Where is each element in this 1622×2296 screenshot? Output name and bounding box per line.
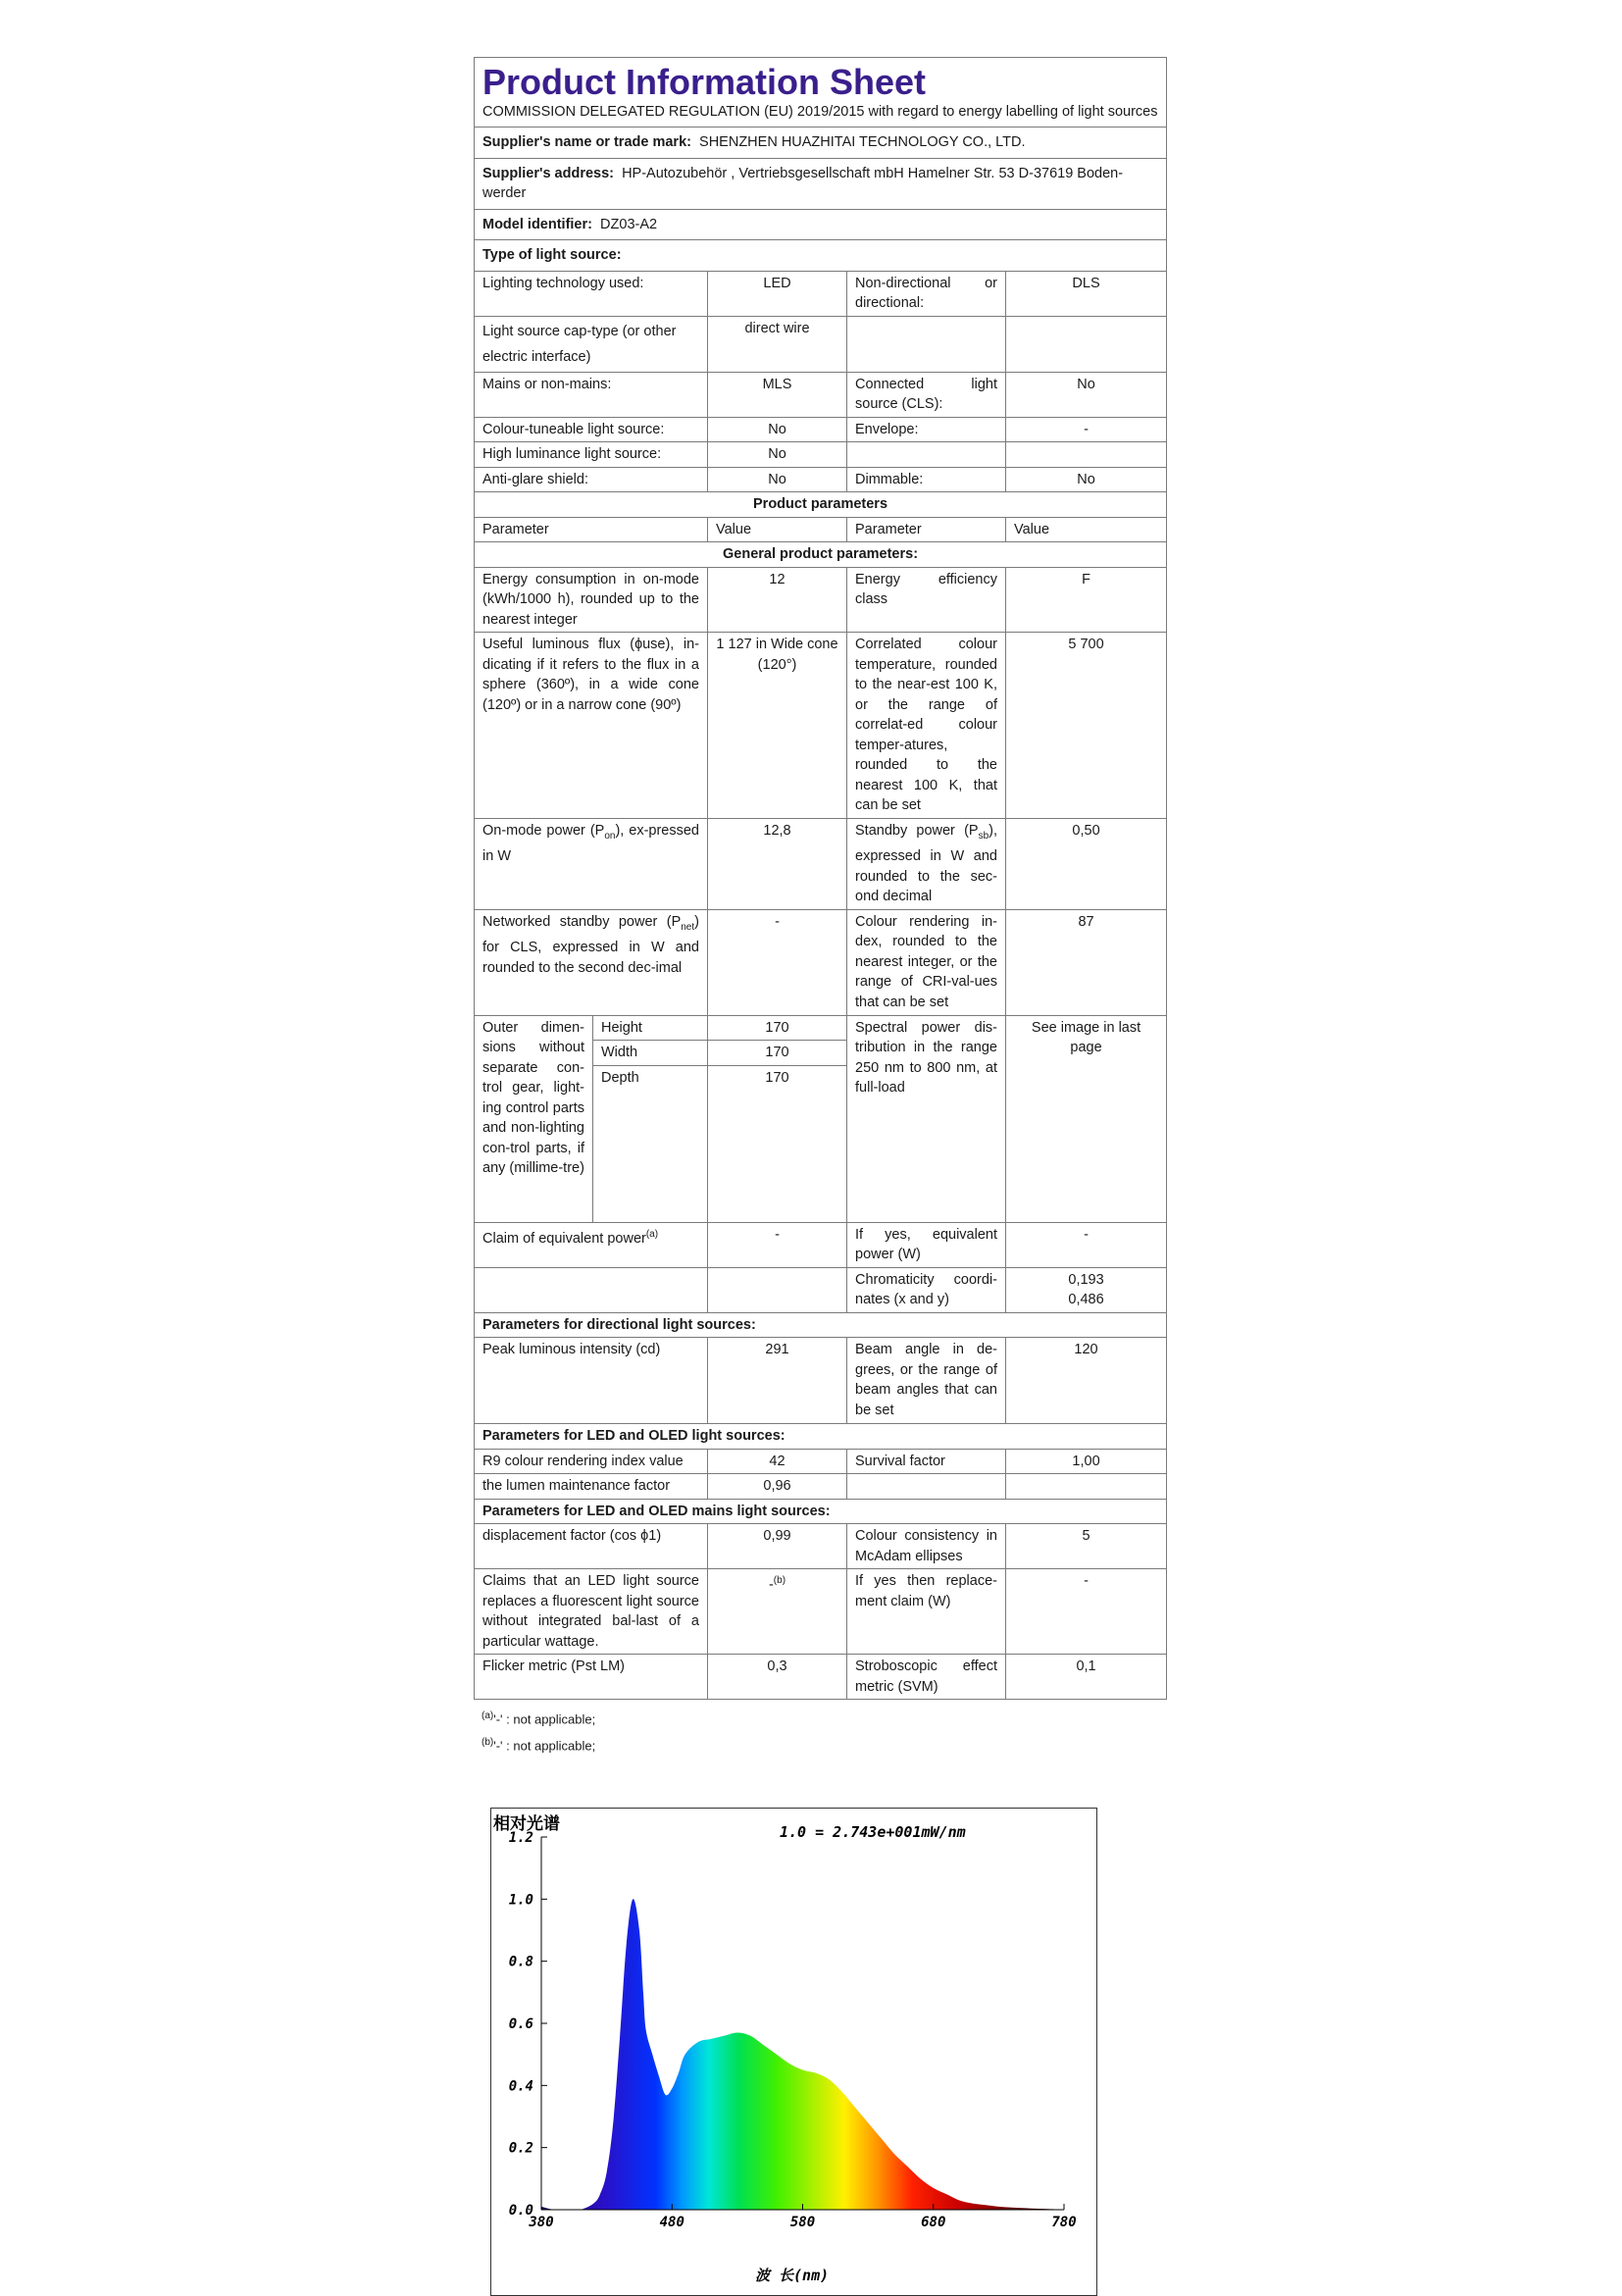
text: -: [768, 1577, 774, 1594]
param-cell: Envelope:: [847, 417, 1006, 442]
section-led-oled: Parameters for LED and OLED light sources:: [475, 1424, 1167, 1450]
value-cell: -: [1006, 1222, 1167, 1267]
x-tick-label: 680: [921, 2215, 946, 2230]
section-product-parameters: Product parameters: [475, 492, 1167, 518]
param-cell: Energy efficiency class: [847, 567, 1006, 633]
value-cell: 0,96: [708, 1474, 847, 1500]
value-cell: 1,00: [1006, 1449, 1167, 1474]
header-cell: [475, 58, 1167, 128]
value-cell: [708, 1267, 847, 1312]
param-cell: [475, 1222, 708, 1267]
text: ), expressed in W and rounded to the sec-ond decimal: [855, 823, 997, 905]
section-general-parameters: General product parameters:: [475, 542, 1167, 568]
param-cell: Light source cap-type (or other electric interface): [475, 316, 708, 372]
param-cell: Survival factor: [847, 1449, 1006, 1474]
model-label: Model identifier:: [482, 216, 592, 232]
column-header: Parameter: [847, 517, 1006, 542]
value-cell: [1006, 1474, 1167, 1500]
x-tick-label: 480: [659, 2215, 684, 2230]
table-row: [475, 567, 1167, 633]
supplier-name-label: Supplier's name or trade mark:: [482, 134, 691, 150]
section-led-oled-mains: Parameters for LED and OLED mains light sources:: [475, 1499, 1167, 1524]
value-cell: No: [708, 467, 847, 492]
param-cell: [847, 442, 1006, 468]
superscript: (a): [645, 1228, 659, 1240]
value-cell: [1006, 442, 1167, 468]
table-row: [475, 1569, 1167, 1655]
param-cell: displacement factor (cos ϕ1): [475, 1524, 708, 1569]
table-row: [475, 1267, 1167, 1312]
depth-value: 170: [765, 1069, 789, 1086]
value-cell: DLS: [1006, 271, 1167, 316]
regulation-subtitle: COMMISSION DELEGATED REGULATION (EU) 2019/2015 with regard to energy labelling of light sources: [482, 104, 1158, 120]
table-row: [475, 1222, 1167, 1267]
param-cell: Colour-tuneable light source:: [475, 417, 708, 442]
value-cell: [1006, 1267, 1167, 1312]
value-cell: -: [1006, 417, 1167, 442]
subscript: net: [681, 921, 695, 933]
superscript: (a): [482, 1710, 494, 1721]
value-cell: direct wire: [708, 316, 847, 372]
y-tick-label: 0.4: [508, 2078, 533, 2095]
param-cell: Anti-glare shield:: [475, 467, 708, 492]
param-cell: Spectral power dis-tribution in the range 250 nm to 800 nm, at full-load: [847, 1015, 1006, 1222]
y-tick-label: 1.0: [508, 1892, 533, 1909]
param-cell: [847, 316, 1006, 372]
param-cell: Peak luminous intensity (cd): [475, 1338, 708, 1424]
param-cell: Flicker metric (Pst LM): [475, 1655, 708, 1700]
value-cell: 0,99: [708, 1524, 847, 1569]
type-label: Type of light source:: [475, 240, 1167, 272]
supplier-address-row: [475, 158, 1167, 209]
chart-ylabel: 相对光谱: [493, 1814, 560, 1834]
param-cell: [847, 819, 1006, 910]
param-cell: Stroboscopic effect metric (SVM): [847, 1655, 1006, 1700]
footnote-a: [482, 1705, 595, 1731]
value-cell: 87: [1006, 909, 1167, 1015]
chroma-x: 0,193: [1068, 1271, 1104, 1288]
param-cell: [475, 819, 708, 910]
product-information-sheet: [474, 57, 1166, 1700]
value-cell: 0,50: [1006, 819, 1167, 910]
supplier-name-row: [475, 128, 1167, 159]
value-cell: 5 700: [1006, 633, 1167, 819]
value-cell: [708, 1569, 847, 1655]
subscript: on: [604, 830, 616, 842]
text: Networked standby power (P: [482, 913, 682, 930]
dimensions-cell: [475, 1015, 708, 1222]
footnotes: [482, 1705, 595, 1759]
model-row: [475, 209, 1167, 240]
table-row: [475, 1338, 1167, 1424]
table-row: [475, 1449, 1167, 1474]
text: ), ex-pressed in W: [482, 823, 699, 865]
table-row: [475, 633, 1167, 819]
text: Claim of equivalent power: [482, 1230, 646, 1247]
table-row: [475, 316, 1167, 372]
x-tick-label: 380: [529, 2215, 554, 2230]
height-label: Height: [593, 1016, 707, 1042]
superscript: (b): [482, 1737, 494, 1749]
table-row: [475, 1015, 1167, 1222]
table-row: [475, 417, 1167, 442]
superscript: (b): [773, 1575, 786, 1587]
value-cell: See image in last page: [1006, 1015, 1167, 1222]
param-cell: R9 colour rendering index value: [475, 1449, 708, 1474]
table-row: [475, 442, 1167, 468]
subscript: sb: [978, 830, 989, 842]
table-row: [475, 271, 1167, 316]
value-cell: MLS: [708, 372, 847, 417]
value-cell: F: [1006, 567, 1167, 633]
table-row: [475, 467, 1167, 492]
column-header: Parameter: [475, 517, 708, 542]
value-cell: 5: [1006, 1524, 1167, 1569]
dimensions-label: Outer dimen-sions without separate con-trol gear, light-ing control parts and non-lighting con-trol parts, if any (millime-tre): [475, 1016, 593, 1222]
text: On-mode power (P: [482, 823, 605, 839]
table-row: [475, 819, 1167, 910]
text: '-' : not applicable;: [493, 1738, 596, 1754]
text: Standby power (P: [855, 823, 979, 839]
value-cell: 1 127 in Wide cone (120°): [708, 633, 847, 819]
value-cell: -: [708, 1222, 847, 1267]
param-cell: Useful luminous flux (ɸuse), in-dicating if it refers to the flux in a sphere (360º), in a wide cone (120º) or in a narrow cone (90º): [475, 633, 708, 819]
x-tick-label: 580: [789, 2215, 816, 2230]
text: '-' : not applicable;: [493, 1711, 596, 1727]
value-cell: -: [708, 909, 847, 1015]
y-tick-label: 0.8: [508, 1954, 533, 1970]
value-cell: 291: [708, 1338, 847, 1424]
x-tick-label: 780: [1051, 2215, 1077, 2230]
param-cell: [475, 909, 708, 1015]
value-cell: -: [1006, 1569, 1167, 1655]
value-cell: No: [708, 417, 847, 442]
table-row: [475, 1655, 1167, 1700]
param-cell: [475, 1267, 708, 1312]
value-cell: 0,3: [708, 1655, 847, 1700]
table-row: [475, 1524, 1167, 1569]
value-cell: 12: [708, 567, 847, 633]
footnote-b: [482, 1731, 595, 1758]
depth-label: Depth: [601, 1069, 639, 1086]
param-cell: Colour consistency in McAdam ellipses: [847, 1524, 1006, 1569]
y-tick-label: 1.2: [508, 1830, 533, 1846]
value-cell: 0,1: [1006, 1655, 1167, 1700]
table-row: [475, 1474, 1167, 1500]
param-cell: [847, 1474, 1006, 1500]
param-cell: High luminance light source:: [475, 442, 708, 468]
param-cell: Lighting technology used:: [475, 271, 708, 316]
y-tick-label: 0.0: [508, 2203, 533, 2219]
param-cell: the lumen maintenance factor: [475, 1474, 708, 1500]
height-value: 170: [708, 1016, 846, 1042]
model-value: DZ03-A2: [600, 216, 658, 232]
column-header-row: [475, 517, 1167, 542]
spectral-power-chart: [490, 1808, 1097, 2296]
param-cell: Correlated colour temperature, rounded to the near-est 100 K, or the range of correlat-ed colour temper-atures, rounded to the nearest 100 K, that can be set: [847, 633, 1006, 819]
supplier-address-label: Supplier's address:: [482, 165, 614, 181]
param-cell: Claims that an LED light source replaces a fluorescent light source without integrated bal-last of a particular wattage.: [475, 1569, 708, 1655]
value-cell: LED: [708, 271, 847, 316]
chroma-y: 0,486: [1068, 1292, 1104, 1308]
table-row: [475, 909, 1167, 1015]
value-cell: No: [1006, 467, 1167, 492]
value-cell: [1006, 316, 1167, 372]
page-title: Product Information Sheet: [482, 62, 927, 102]
column-header: Value: [1006, 517, 1167, 542]
table-row: [475, 372, 1167, 417]
value-cell: No: [1006, 372, 1167, 417]
param-cell: Beam angle in de-grees, or the range of beam angles that can be set: [847, 1338, 1006, 1424]
section-directional: Parameters for directional light sources:: [475, 1312, 1167, 1338]
param-cell: Chromaticity coordi-nates (x and y): [847, 1267, 1006, 1312]
value-cell: No: [708, 442, 847, 468]
width-value: 170: [708, 1041, 846, 1066]
param-cell: If yes, equivalent power (W): [847, 1222, 1006, 1267]
text: ) for CLS, expressed in W and rounded to the second dec-imal: [482, 913, 699, 976]
y-tick-label: 0.2: [508, 2140, 533, 2157]
param-cell: If yes then replace-ment claim (W): [847, 1569, 1006, 1655]
info-table: [474, 57, 1167, 1700]
param-cell: Energy consumption in on-mode (kWh/1000 h), rounded up to the nearest integer: [475, 567, 708, 633]
param-cell: Dimmable:: [847, 467, 1006, 492]
y-tick-label: 0.6: [508, 2016, 533, 2032]
chart-xlabel: 波 长(nm): [755, 2267, 830, 2284]
value-cell: 12,8: [708, 819, 847, 910]
param-cell: Non-directional or directional:: [847, 271, 1006, 316]
param-cell: Connected light source (CLS):: [847, 372, 1006, 417]
supplier-name-value: SHENZHEN HUAZHITAI TECHNOLOGY CO., LTD.: [699, 134, 1026, 150]
column-header: Value: [708, 517, 847, 542]
chart-title: 1.0 = 2.743e+001mW/nm: [780, 1823, 966, 1841]
dimensions-values: [708, 1015, 847, 1222]
supplier-address-value: HP-Autozubehör , Vertriebsgesellschaft mbH Hamelner Str. 53 D-37619 Boden-werder: [482, 165, 1124, 201]
param-cell: Colour rendering in-dex, rounded to the nearest integer, or the range of CRI-val-ues that can be set: [847, 909, 1006, 1015]
width-label: Width: [593, 1041, 707, 1066]
param-cell: Mains or non-mains:: [475, 372, 708, 417]
value-cell: 120: [1006, 1338, 1167, 1424]
value-cell: 42: [708, 1449, 847, 1474]
